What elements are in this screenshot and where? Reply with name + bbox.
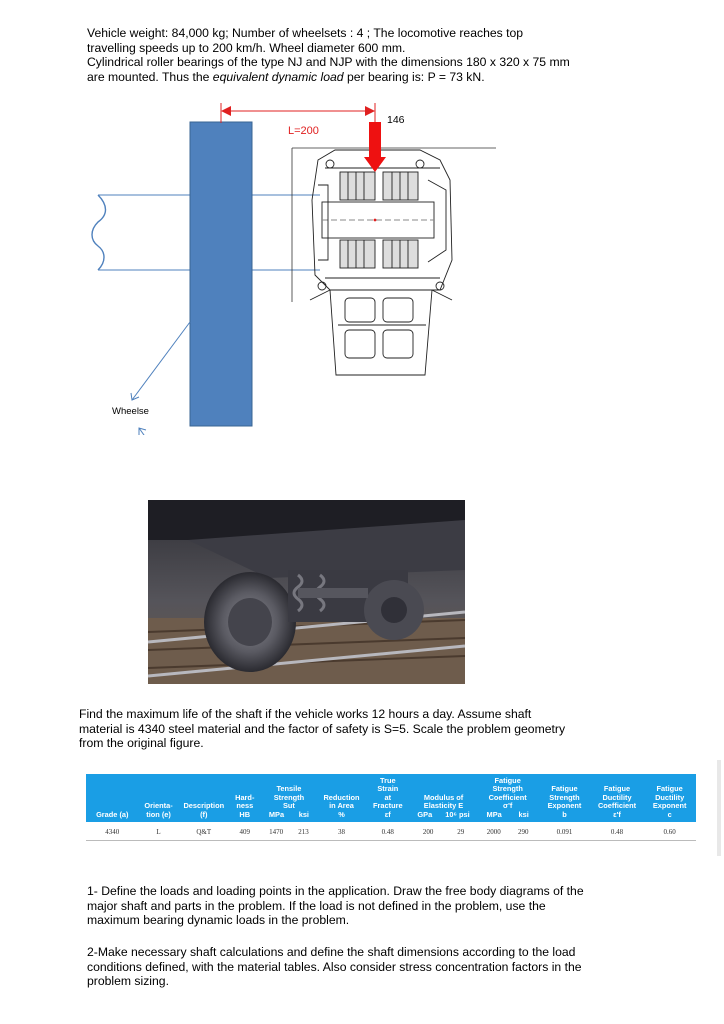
- cell-modulus: [410, 822, 477, 841]
- intro-text: per bearing is: P = 73 kN.: [343, 69, 485, 84]
- header-modulus-of-elasticity: Modulus of Elasticity E GPa 10⁶ psi: [417, 792, 470, 819]
- header-fatigue-strength-exponent: Fatigue Strength Exponent b: [547, 784, 582, 819]
- question-2-line: 2-Make necessary shaft calculations and define the shaft dimensions according to the load: [87, 945, 576, 959]
- shaft-break-symbol: [92, 195, 106, 270]
- equivalent-dynamic-load-term: equivalent dynamic load: [212, 69, 344, 84]
- intro-line: Cylindrical roller bearings of the type NJ and NJP with the dimensions 180 x 320 x 75 mm: [87, 55, 570, 70]
- wheel-block: [190, 122, 252, 426]
- question-1-line: maximum bearing dynamic loads in the problem.: [87, 913, 350, 928]
- wheel-label: Wheelse: [112, 406, 149, 417]
- cell-tensile-strength: [261, 822, 318, 841]
- header-true-strain: True Strain at Fracture εf: [373, 776, 403, 819]
- header-grade: Grade (a): [96, 809, 129, 819]
- task-paragraph: [79, 707, 639, 751]
- dimension-line: [221, 103, 375, 123]
- header-reduction-in-area: Reduction in Area %: [323, 792, 360, 819]
- intro-text: are mounted. Thus the: [87, 69, 213, 84]
- bearing-center-mark: [374, 219, 377, 222]
- intro-line: Vehicle weight: 84,000 kg; Number of wheelsets : 4 ; The locomotive reaches top: [87, 26, 524, 40]
- question-2-line: conditions defined, with the material tables. Also consider stress concentration factors in the: [87, 959, 582, 974]
- cell-orientation: L: [139, 822, 179, 841]
- material-properties-table: [86, 774, 696, 841]
- header-description: Description (f): [183, 801, 225, 819]
- task-line: Find the maximum life of the shaft if the vehicle works 12 hours a day. Assume shaft: [79, 707, 532, 721]
- header-orientation: Orienta- tion (e): [144, 801, 173, 819]
- task-line: from the original figure.: [79, 736, 204, 751]
- question-2: [87, 945, 647, 989]
- cell-fatigue-strength-exponent: 0.091: [538, 822, 591, 841]
- load-label: 146: [387, 114, 405, 126]
- intro-paragraph: [87, 26, 647, 84]
- question-2-line: problem sizing.: [87, 974, 169, 989]
- wheelset-photo-illustration: [148, 500, 465, 684]
- header-fatigue-ductility-exponent: Fatigue Ductility Exponent c: [652, 784, 687, 819]
- page-edge-shadow: [717, 760, 721, 856]
- header-fatigue-ductility-coefficient: Fatigue Ductility Coefficient ε'f: [597, 784, 637, 819]
- cell-hardness: 409: [229, 822, 261, 841]
- question-1: [87, 884, 647, 928]
- load-arrow: [364, 122, 386, 172]
- intro-line: [87, 70, 647, 85]
- cell-grade: 4340: [86, 822, 139, 841]
- question-1-line: 1- Define the loads and loading points in the application. Draw the free body diagrams of the: [87, 884, 584, 898]
- table-header-row: [86, 774, 696, 822]
- cell-fatigue-ductility-coefficient: 0.48: [591, 822, 644, 841]
- cell-sut-mpa: 1470: [269, 828, 284, 837]
- wheel-label-arrows: [131, 322, 190, 435]
- cell-e-gpa: 200: [422, 828, 434, 837]
- table-row: [86, 822, 696, 841]
- header-tensile-strength: Tensile Strength Sut MPa ksi: [268, 784, 309, 819]
- cell-sf-ksi: 290: [518, 828, 529, 837]
- cell-fatigue-strength-coefficient: [477, 822, 538, 841]
- cell-e-psi: 29: [457, 828, 465, 837]
- axlebox-bearing-drawing: [310, 150, 452, 375]
- cell-fatigue-ductility-exponent: 0.60: [643, 822, 696, 841]
- question-1-line: major shaft and parts in the problem. If the load is not defined in the problem, use the: [87, 898, 546, 913]
- dimension-label: L=200: [288, 125, 319, 137]
- shaft-wheel-diagram: [0, 95, 520, 435]
- cell-sf-mpa: 2000: [486, 828, 501, 837]
- header-hardness: Hard- ness HB: [235, 792, 255, 819]
- header-fatigue-strength-coefficient: Fatigue Strength Coefficient σ'f MPa ksi: [486, 776, 529, 819]
- task-line: material is 4340 steel material and the factor of safety is S=5. Scale the problem geometry: [79, 721, 566, 736]
- cell-description: Q&T: [179, 822, 229, 841]
- cell-true-strain: 0.48: [366, 822, 410, 841]
- intro-line: travelling speeds up to 200 km/h. Wheel diameter 600 mm.: [87, 40, 406, 55]
- wheelset-photo: [148, 500, 465, 684]
- cell-sut-ksi: 213: [298, 828, 309, 837]
- cell-reduction: 38: [317, 822, 365, 841]
